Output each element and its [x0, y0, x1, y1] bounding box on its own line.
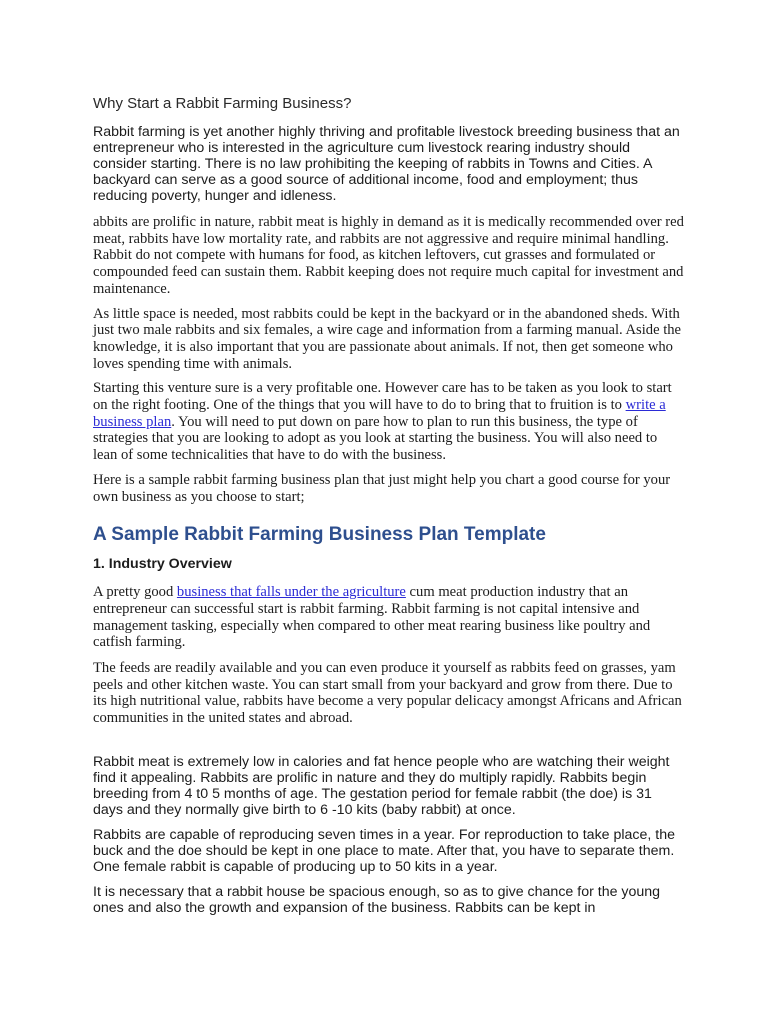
- paragraph-space: As little space is needed, most rabbits could be kept in the backyard or in the abandoned sheds. With just two male rabbits and six females, a wire cage and information from a farming manual. Aside the knowledge, it is also important that you are passionate about animals. If not, then get someone who loves spending time with animals.: [93, 305, 682, 372]
- paragraph-venture-text-before: Starting this venture sure is a very profitable one. However care has to be taken as you look to start on the right footing. One of the things that you will have to do to bring that to fruition is to: [93, 380, 672, 414]
- paragraph-industry: [93, 584, 685, 651]
- paragraph-reproduction: Rabbits are capable of reproducing seven times in a year. For reproduction to take place, the buck and the doe should be kept in one place to mate. After that, you have to separate them. One female rabbit is capable of producing up to 50 kits in a year.: [93, 826, 676, 875]
- write-business-plan-link[interactable]: write a business plan: [93, 397, 666, 430]
- document-title: Why Start a Rabbit Farming Business?: [93, 95, 352, 112]
- paragraph-intro: Rabbit farming is yet another highly thriving and profitable livestock breeding business that an entrepreneur who is interested in the agriculture cum livestock rearing industry should consider starting. There is no law prohibiting the keeping of rabbits in Towns and Cities. A backyard can serve as a good source of additional income, food and employment; thus reducing poverty, hunger and idleness.: [93, 124, 680, 204]
- paragraph-meat: Rabbit meat is extremely low in calories and fat hence people who are watching their weight find it appealing. Rabbits are prolific in nature and they do multiply rapidly. Rabbits begin breeding from 4 t0 5 months of age. The gestation period for female rabbit (the doe) is 31 days and they normally give birth to 6 -10 kits (baby rabbit) at once.: [93, 753, 670, 818]
- document-page: [93, 95, 685, 916]
- section-heading: A Sample Rabbit Farming Business Plan Template: [93, 524, 546, 546]
- paragraph-sample-intro: Here is a sample rabbit farming business plan that just might help you chart a good course for your own business as you choose to start;: [93, 471, 671, 505]
- paragraph-feeds: The feeds are readily available and you can even produce it yourself as rabbits feed on grasses, yam peels and other kitchen waste. You can start small from your backyard and grow from there. Due to its high nutritional value, rabbits have become a very popular delicacy amongst Africans and African communities in the united states and abroad.: [93, 660, 682, 727]
- paragraph-venture-text-after: . You will need to put down on pare how to plan to run this business, the type of strategies that you are looking to adopt as you look at starting the business. You will also need to lean of some technicalities that have to do with the business.: [93, 413, 658, 464]
- paragraph-industry-text-after: cum meat production industry that an entrepreneur can successful start is rabbit farming. Rabbit farming is not capital intensive and management tasking, especially when compared to other meat rearing business like poultry and catfish farming.: [93, 584, 651, 651]
- industry-overview-heading: 1. Industry Overview: [93, 556, 232, 573]
- paragraph-housing: It is necessary that a rabbit house be spacious enough, so as to give chance for the young ones and also the growth and expansion of the business. Rabbits can be kept in: [93, 883, 661, 916]
- agriculture-business-link[interactable]: business that falls under the agriculture: [176, 584, 406, 601]
- paragraph-industry-text-before: A pretty good: [93, 584, 177, 601]
- paragraph-prolific: abbits are prolific in nature, rabbit meat is highly in demand as it is medically recommended over red meat, rabbits have low mortality rate, and rabbits are not aggressive and require minimal handling. Rabbit do not compete with humans for food, as kitchen leftovers, cut grasses and formulated or compounded feed can sustain them. Rabbit keeping does not require much capital for investment and maintenance.: [93, 214, 684, 297]
- paragraph-venture: [93, 380, 685, 464]
